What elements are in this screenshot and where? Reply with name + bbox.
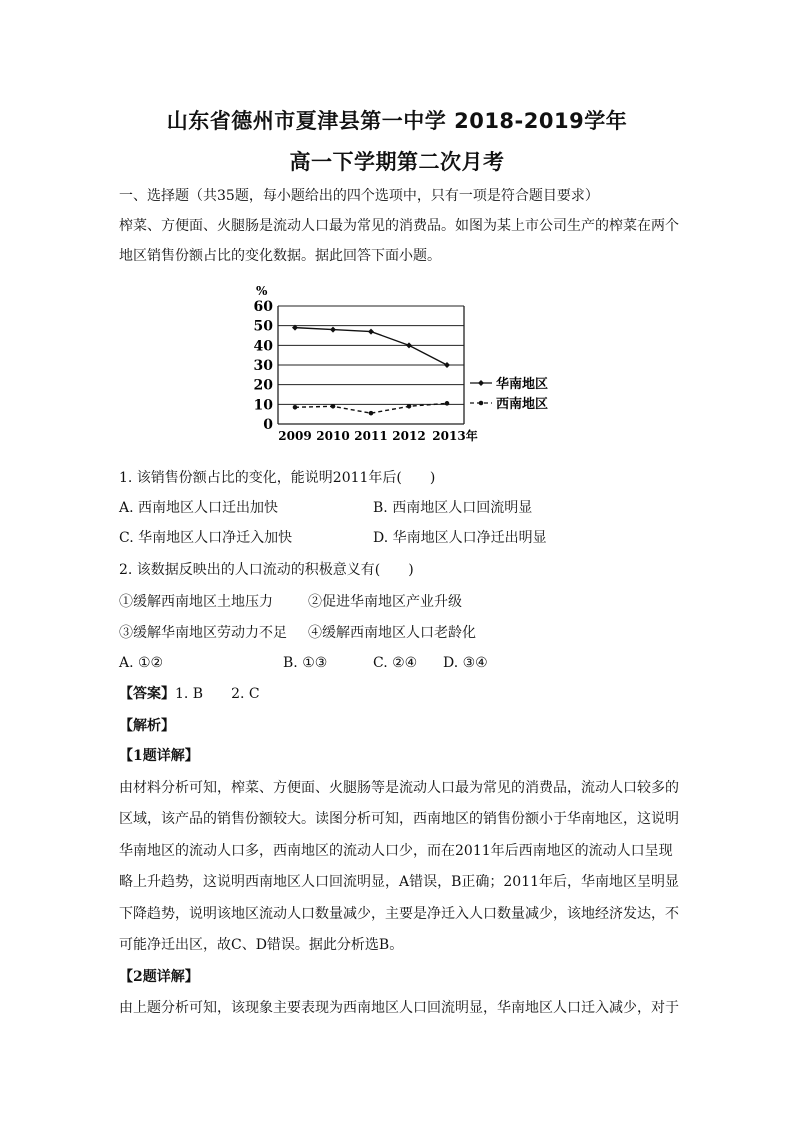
y-tick-label: 10: [253, 397, 273, 414]
intro-line-2: 地区销售份额占比的变化数据。据此回答下面小题。: [119, 248, 441, 264]
chart-grid: [278, 306, 464, 404]
detail1-line-6: 可能净迁出区，故C、D错误。据此分析选B。: [119, 937, 404, 953]
y-tick-label: 50: [253, 318, 273, 335]
line-chart: [252, 282, 562, 442]
x-tick-label: 2012: [392, 429, 426, 442]
data-point: [369, 411, 374, 416]
y-tick-label: 30: [253, 358, 273, 374]
x-tick-label: 2009: [278, 429, 312, 442]
detail1-line-3: 华南地区的流动人口多，西南地区的流动人口少，而在2011年后西南地区的流动人口呈现: [119, 843, 673, 859]
chart-x-ticks: [278, 428, 477, 442]
y-tick-label: 60: [253, 299, 273, 315]
y-axis-label: %: [256, 284, 268, 298]
data-point: [406, 342, 412, 348]
data-point: [368, 329, 374, 335]
detail2-label: 【2题详解】: [119, 969, 199, 985]
detail1-line-2: 区域，该产品的销售份额较大。读图分析可知，西南地区的销售份额小于华南地区，这说明: [119, 811, 679, 827]
q2-option-c: C. ②④: [373, 655, 418, 671]
legend-label: 西南地区: [496, 397, 549, 412]
chart-axes: [253, 284, 464, 424]
q2-option-d: D. ③④: [443, 655, 488, 671]
analysis-label: 【解析】: [119, 718, 175, 734]
q1-option-a: A. 西南地区人口迁出加快: [119, 500, 279, 516]
q2-option-a: A. ①②: [119, 655, 164, 671]
page-subtitle: 高一下学期第二次月考: [289, 150, 505, 174]
detail1-label: 【1题详解】: [119, 748, 199, 764]
intro-line-1: 榨菜、方便面、火腿肠是流动人口最为常见的消费品。如图为某上市公司生产的榨菜在两个: [119, 218, 679, 234]
page-title: 山东省德州市夏津县第一中学 2018-2019学年: [166, 109, 628, 133]
data-point: [407, 404, 412, 409]
q2-item-1: ①缓解西南地区土地压力: [119, 594, 273, 610]
q2-option-b: B. ①③: [283, 655, 328, 671]
answer-label: 【答案】: [119, 686, 175, 702]
q2-item-3: ③缓解华南地区劳动力不足: [119, 625, 287, 641]
legend-marker: [479, 401, 484, 406]
section-header: 一、选择题（共35题，每小题给出的四个选项中，只有一项是符合题目要求）: [119, 188, 599, 204]
legend-label: 华南地区: [496, 377, 549, 392]
data-point: [293, 405, 298, 410]
detail2-line-1: 由上题分析可知，该现象主要表现为西南地区人口回流明显，华南地区人口迁入减少，对于: [119, 1000, 679, 1016]
data-point: [330, 327, 336, 333]
q1-stem: 1. 该销售份额占比的变化，能说明2011年后( ): [119, 470, 436, 486]
q1-option-c: C. 华南地区人口净迁入加快: [119, 530, 293, 546]
legend-marker: [478, 380, 484, 386]
data-point: [331, 404, 336, 409]
q2-stem: 2. 该数据反映出的人口流动的积极意义有( ): [119, 562, 414, 578]
x-tick-label: 2013年: [432, 429, 478, 442]
x-tick-label: 2011: [354, 429, 388, 442]
x-tick-label: 2010: [316, 429, 350, 442]
chart-legend: [470, 376, 548, 412]
q2-item-4: ④缓解西南地区人口老龄化: [308, 625, 476, 641]
data-point: [444, 362, 450, 368]
detail1-line-1: 由材料分析可知，榨菜、方便面、火腿肠等是流动人口最为常见的消费品，流动人口较多的: [119, 780, 679, 796]
chart-series: [292, 325, 450, 416]
chart-y-ticks: [254, 299, 274, 433]
y-tick-label: 40: [253, 338, 273, 355]
detail1-line-5: 下降趋势，说明该地区流动人口数量减少，主要是净迁入人口数量减少，该地经济发达，不: [119, 906, 679, 922]
answer-text: 1. B 2. C: [175, 686, 260, 702]
answer-row: [119, 684, 260, 704]
q1-option-b: B. 西南地区人口回流明显: [373, 500, 533, 516]
detail1-line-4: 略上升趋势，这说明西南地区人口回流明显，A错误，B正确；2011年后，华南地区呈明显: [119, 874, 680, 890]
q1-option-d: D. 华南地区人口净迁出明显: [373, 530, 547, 546]
q2-item-2: ②促进华南地区产业升级: [308, 594, 462, 610]
y-tick-label: 0: [263, 417, 273, 433]
data-point: [445, 401, 450, 406]
y-tick-label: 20: [253, 377, 273, 394]
